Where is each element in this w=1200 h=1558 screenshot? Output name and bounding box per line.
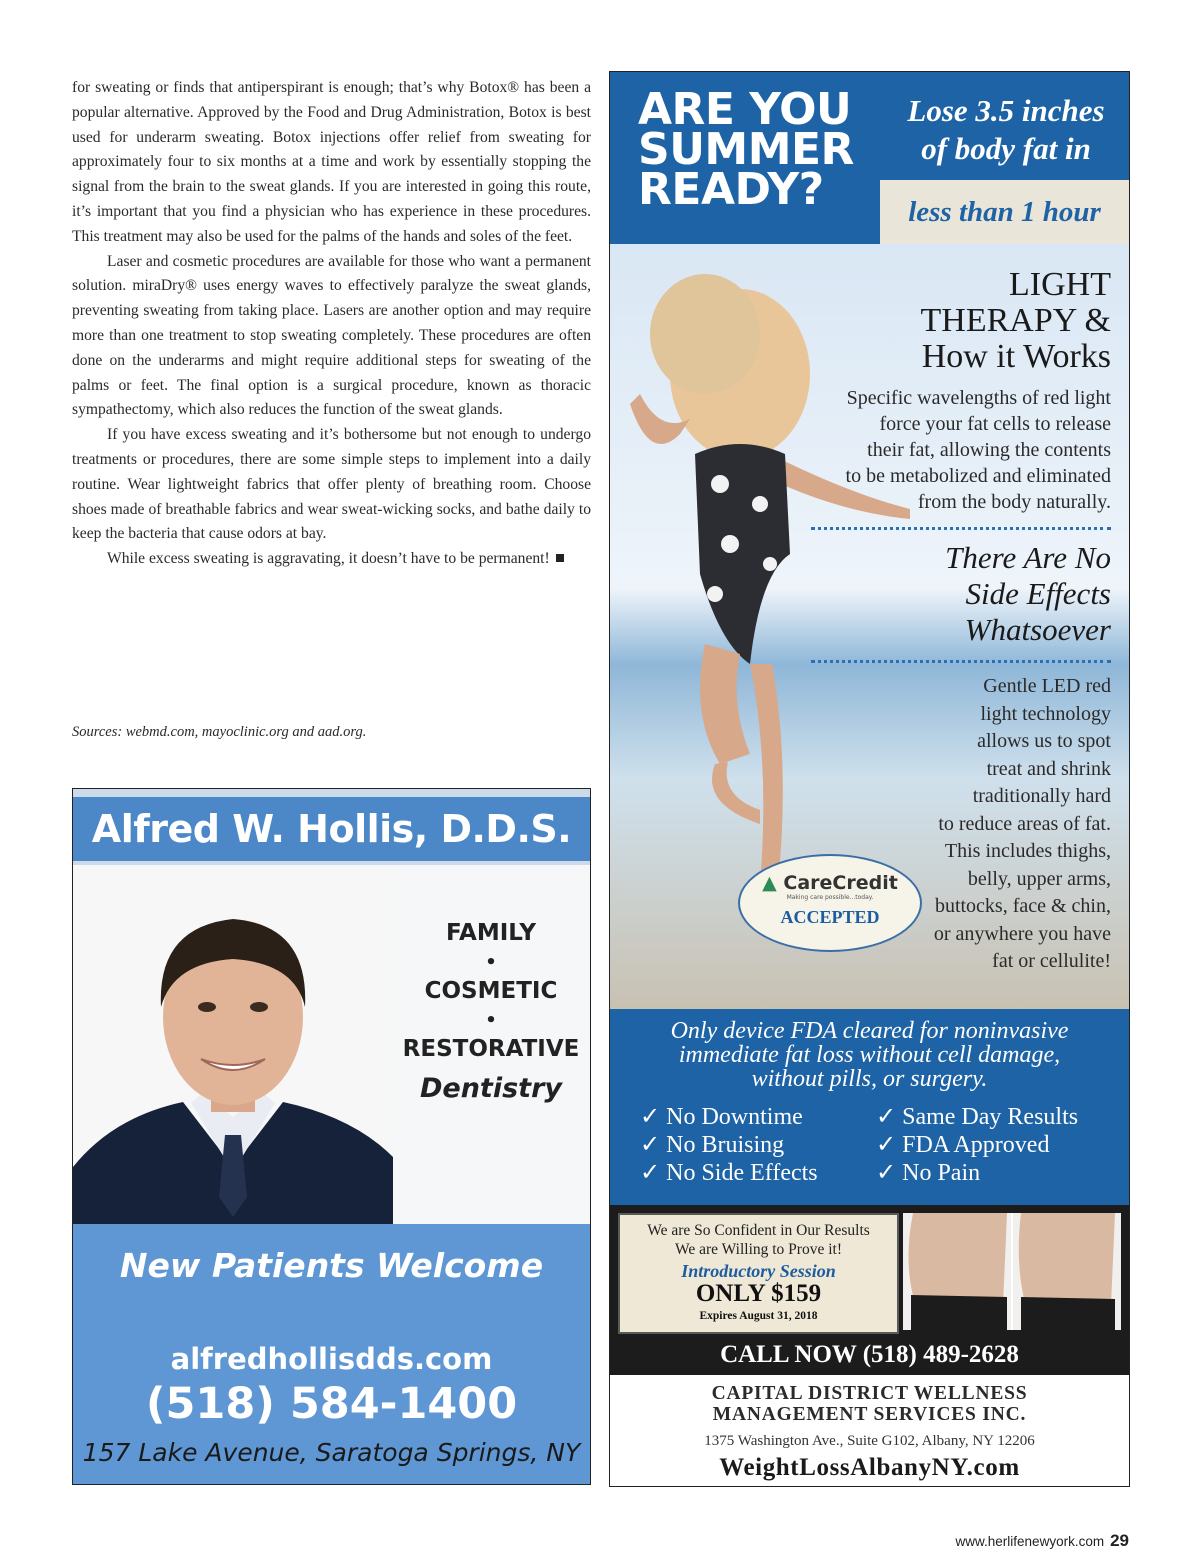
article-sources: Sources: webmd.com, mayoclinic.org and aad.org. [72, 724, 367, 740]
fda-benefits-section [610, 1009, 1129, 1205]
service-restorative: RESTORATIVE [402, 1036, 580, 1062]
offer-band [610, 1205, 1129, 1337]
desc-line: from the body naturally. [917, 491, 1111, 513]
title-line: How it Works [921, 338, 1111, 375]
company-line: MANAGEMENT SERVICES INC. [712, 1404, 1027, 1425]
lose-line: Lose 3.5 inches [907, 93, 1105, 128]
gentle-line: allows us to spot [977, 730, 1111, 752]
headline-line: ARE YOU [638, 84, 852, 135]
benefit-item: ✓ No Side Effects [640, 1160, 818, 1186]
page-footer [956, 1531, 1129, 1551]
lose-line: of body fat in [921, 131, 1091, 166]
gentle-line: This includes thighs, [944, 840, 1111, 862]
article-paragraph-last [72, 547, 591, 572]
service-family: FAMILY [445, 920, 537, 946]
dentist-address: 157 Lake Avenue, Saratoga Springs, NY [82, 1438, 581, 1467]
benefit-item: ✓ FDA Approved [876, 1132, 1050, 1158]
fda-line: without pills, or surgery. [751, 1066, 988, 1092]
fda-statement [610, 1019, 1129, 1091]
lose-inches-text [886, 92, 1126, 168]
offer-expiration: Expires August 31, 2018 [699, 1310, 818, 1322]
bullet-separator: • [485, 1010, 497, 1031]
fda-line: Only device FDA cleared for noninvasive [670, 1018, 1069, 1044]
heading-line: Side Effects [965, 576, 1111, 611]
therapy-description [811, 385, 1111, 515]
title-line: LIGHT [1009, 266, 1111, 303]
dentist-header [73, 789, 590, 865]
benefits-column-right [876, 1103, 1078, 1187]
service-cosmetic: COSMETIC [424, 978, 558, 1004]
desc-line: to be metabolized and eliminated [845, 465, 1111, 487]
company-name [610, 1383, 1129, 1425]
article-closing-text: While excess sweating is aggravating, it doesn’t have to be permanent! [107, 550, 550, 568]
company-info [610, 1375, 1129, 1486]
dentist-website-link[interactable]: alfredhollisdds.com [170, 1342, 493, 1376]
carecredit-brand: CareCredit [783, 872, 898, 894]
carecredit-logo: ▲ CareCredit [762, 872, 898, 894]
new-patients-banner: New Patients Welcome [73, 1224, 590, 1307]
article-paragraph: for sweating or finds that antiperspirant is enough; that’s why Botox® has been a popular alternative. Approved by the Food and Drug Administration, Botox is best used for underarm sweating. Botox injections offer relief from sweating for approximately four to six months at a time and work by essentially stopping the signal from the brain to the sweat glands. If you are interested in going this route, it’s important that you find a physician who has experience in these procedures. This treatment may also be used for the palms of the hands and soles of the feet. [72, 79, 591, 245]
benefit-item: ✓ No Bruising [640, 1132, 785, 1158]
summer-ready-headline [638, 84, 888, 215]
benefit-item: ✓ No Downtime [640, 1104, 803, 1130]
offer-confident: We are So Confident in Our Results [647, 1222, 870, 1239]
gentle-line: to reduce areas of fat. [938, 812, 1111, 835]
offer-price: ONLY $159 [695, 1280, 822, 1307]
gentle-line: buttocks, face & chin, [934, 895, 1111, 917]
wellness-header [610, 72, 1129, 244]
dentist-services [391, 919, 591, 1103]
desc-line: force your fat cells to release [879, 413, 1111, 435]
dotted-divider [811, 527, 1111, 530]
offer-prove: We are Willing to Prove it! [674, 1241, 842, 1258]
heading-line: Whatsoever [964, 612, 1111, 647]
gentle-led-text [811, 673, 1111, 976]
article-paragraph: If you have excess sweating and it’s bothersome but not enough to undergo treatments or procedures, there are some simple steps to implement into a daily routine. Wear lightweight fabrics that offer plenty of breathing room. Choose shoes made of breathable fabrics and wear sweat-wicking socks, and bathe daily to keep the bacteria that cause odors at bay. [72, 426, 591, 543]
dentist-name: Alfred W. Hollis, D.D.S. [73, 797, 590, 861]
benefits-column-left [640, 1103, 876, 1187]
article-body [72, 76, 591, 572]
fda-line: immediate fat loss without cell damage, [678, 1042, 1061, 1068]
benefit-item: ✓ Same Day Results [876, 1104, 1079, 1130]
gentle-line: fat or cellulite! [992, 950, 1111, 972]
title-line: THERAPY & [920, 302, 1111, 339]
service-dentistry: Dentistry [419, 1073, 562, 1104]
company-line: CAPITAL DISTRICT WELLNESS [711, 1383, 1028, 1404]
gentle-line: Gentle LED red [983, 675, 1111, 697]
gentle-line: traditionally hard [972, 785, 1111, 807]
article-paragraph: Laser and cosmetic procedures are available for those who want a permanent solution. miraDry® uses energy waves to effectively paralyze the sweat glands, preventing sweating from taking place. Lasers are another option and may require more than one treatment to stop sweating completely. These procedures are often done on the underarms and might require additional steps for sweating of the palms or feet. The final option is a surgical procedure, known as thoracic sympathectomy, which also reduces the function of the sweat glands. [72, 252, 591, 419]
gentle-line: or anywhere you have [933, 922, 1111, 945]
carecredit-tagline: Making care possible...today. [786, 894, 874, 901]
heading-line: There Are No [945, 540, 1111, 575]
gentle-line: light technology [980, 702, 1111, 725]
gentle-line: belly, upper arms, [967, 867, 1111, 890]
intro-offer-box [618, 1213, 899, 1334]
benefit-item: ✓ No Pain [876, 1160, 981, 1186]
gentle-line: treat and shrink [986, 757, 1111, 780]
page-number: 29 [1110, 1531, 1129, 1550]
offer-intro-session: Introductory Session [681, 1261, 836, 1281]
footer-url[interactable]: www.herlifenewyork.com [955, 1534, 1105, 1549]
headline-line: SUMMER [638, 124, 854, 175]
bullet-separator: • [485, 952, 497, 973]
no-side-effects-heading [811, 540, 1111, 648]
light-therapy-panel [811, 267, 1111, 976]
less-than-hour-box: less than 1 hour [880, 180, 1129, 244]
carecredit-accepted: ACCEPTED [780, 907, 880, 927]
call-now-phone[interactable]: CALL NOW (518) 489-2628 [610, 1337, 1129, 1375]
dentist-contact [73, 1307, 590, 1484]
company-address: 1375 Washington Ave., Suite G102, Albany, NY 12206 [704, 1433, 1035, 1449]
before-after-photo [903, 1213, 1121, 1330]
benefits-list [640, 1103, 1110, 1187]
desc-line: their fat, allowing the contents [867, 439, 1111, 461]
dentist-phone[interactable]: (518) 584-1400 [145, 1379, 518, 1429]
wellness-ad[interactable] [609, 71, 1130, 1487]
light-therapy-title [811, 267, 1111, 375]
headline-line: READY? [638, 164, 824, 215]
dotted-divider [811, 660, 1111, 663]
end-mark-icon [556, 554, 564, 562]
dentist-ad[interactable] [72, 788, 591, 1485]
desc-line: Specific wavelengths of red light [846, 387, 1111, 409]
company-website-link[interactable]: WeightLossAlbanyNY.com [719, 1454, 1020, 1481]
